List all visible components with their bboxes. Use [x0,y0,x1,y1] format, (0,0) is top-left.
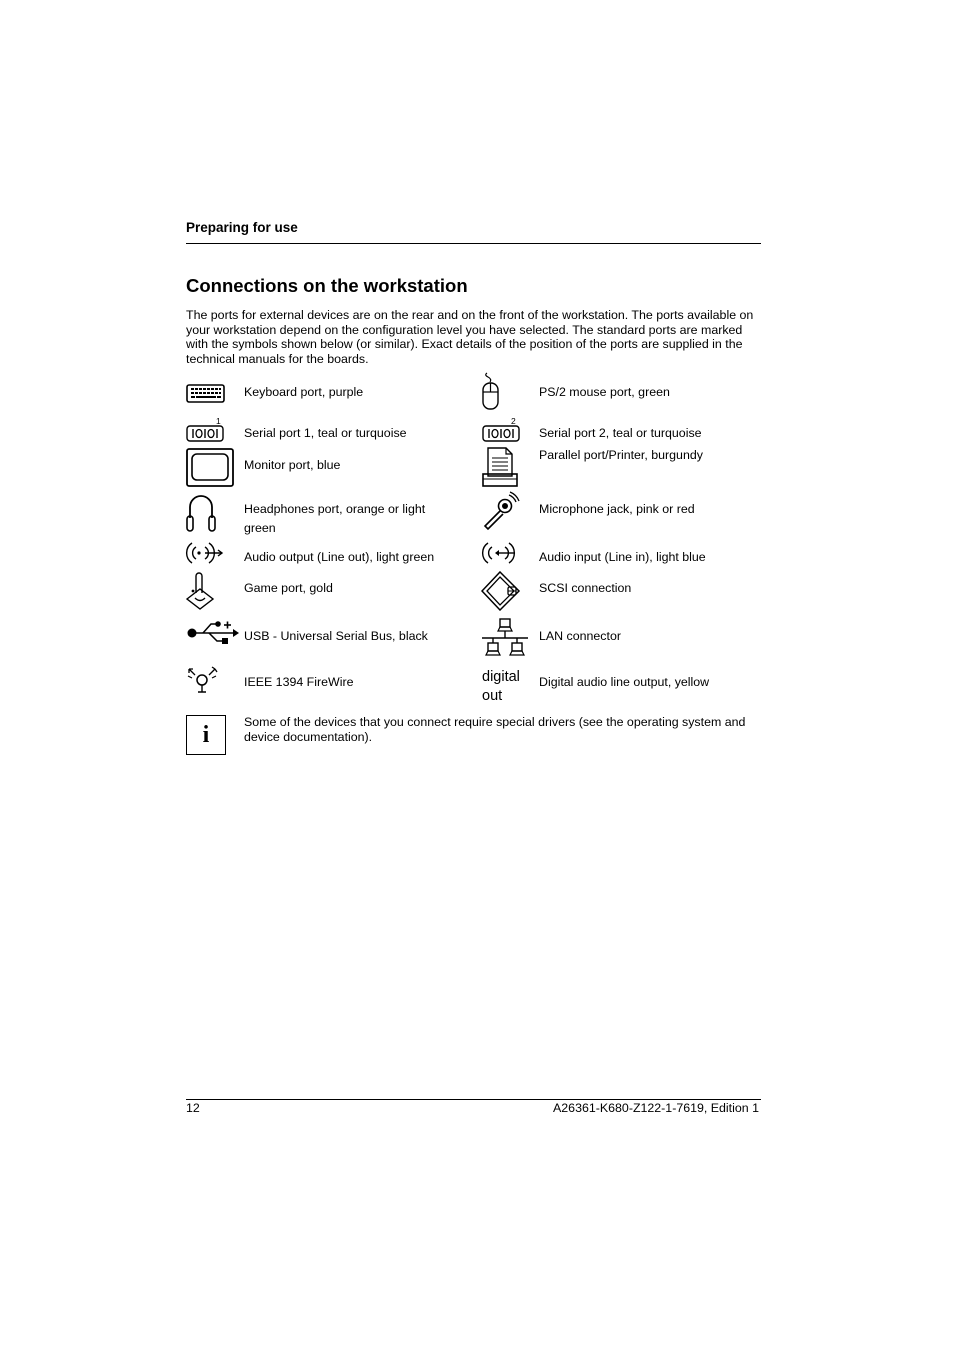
header-rule [186,243,761,244]
printer-icon [482,446,518,488]
running-head: Preparing for use [186,220,298,235]
serial-port-1-number: 1 [216,416,221,426]
game-port-label: Game port, gold [244,581,333,595]
audio-input-icon [481,540,517,566]
serial-port-1-label: Serial port 1, teal or turquoise [244,426,407,440]
keyboard-port-label: Keyboard port, purple [244,385,364,399]
lan-connector-label: LAN connector [539,629,621,643]
mouse-port-label: PS/2 mouse port, green [539,385,670,399]
monitor-port-label: Monitor port, blue [244,458,341,472]
digital-out-icon-line2: out [482,688,503,704]
parallel-port-label: Parallel port/Printer, burgundy [539,448,703,462]
digital-audio-label: Digital audio line output, yellow [539,675,710,689]
microphone-jack-label: Microphone jack, pink or red [539,502,695,516]
firewire-label: IEEE 1394 FireWire [244,675,354,689]
scsi-icon [481,571,521,611]
digital-out-icon-line1: digital [482,669,520,685]
footer-rule [186,1099,761,1100]
usb-port-label: USB - Universal Serial Bus, black [244,629,428,643]
info-icon-glyph: i [186,715,226,755]
section-title: Connections on the workstation [186,275,468,296]
intro-paragraph: The ports for external devices are on the rear and on the front of the workstation. The ports available on your workstation depend on the configuration level you have selected. The standard ports are marked with the symbols shown below (or similar). Exact details of the position of the ports are supplied in the technical manuals for the boards. [186,308,754,366]
serial-port-2-icon [482,425,520,442]
headphones-port-label: Headphones port, orange or light green [244,502,426,535]
lan-icon [481,617,529,659]
driver-note: Some of the devices that you connect require special drivers (see the operating system and device documentation). [244,715,746,744]
document-id: A26361-K680-Z122-1-7619, Edition 1 [553,1101,759,1115]
monitor-icon [186,448,234,487]
serial-port-2-label: Serial port 2, teal or turquoise [539,426,702,440]
serial-port-2-number: 2 [511,416,516,426]
audio-output-label: Audio output (Line out), light green [244,550,435,564]
firewire-icon [186,666,218,696]
info-icon [186,715,226,755]
usb-icon [185,619,241,647]
joystick-icon [185,571,215,611]
mouse-icon [481,372,501,412]
audio-input-label: Audio input (Line in), light blue [539,550,706,564]
page-number: 12 [186,1101,200,1115]
audio-output-icon [185,540,225,566]
serial-port-1-icon [186,425,224,442]
keyboard-icon [186,384,226,404]
microphone-icon [481,491,521,531]
headphones-icon [186,492,216,534]
scsi-connection-label: SCSI connection [539,581,632,595]
